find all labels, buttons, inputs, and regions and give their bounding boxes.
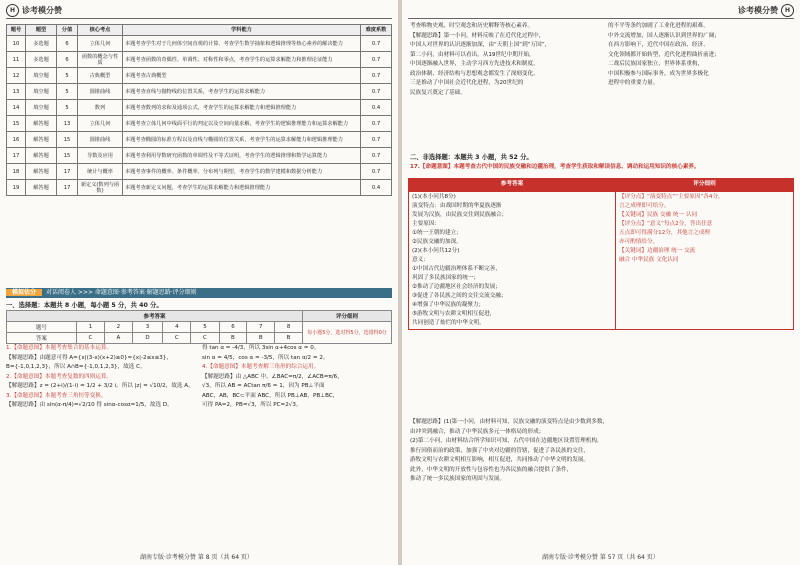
table-cell: 统计与概率 (78, 164, 123, 180)
text-line: 2.【命题意图】本题考查复数的四则运算。 (6, 373, 113, 380)
table-cell: 0.7 (361, 68, 392, 84)
analysis-table-row (7, 36, 392, 52)
text-line: (2)第二小问，由材料结合所学知识可知，古代中国在边疆地区设置管理机构， (410, 438, 603, 444)
left-solution-col2 (202, 344, 394, 411)
answer-key-table (6, 310, 392, 344)
analysis-table-row (7, 180, 392, 196)
text-line: ②推动了边疆地区社会经济的发展； (412, 284, 501, 290)
table-cell: 圆锥曲线 (78, 132, 123, 148)
text-line: ②民族交融的加深。 (412, 239, 462, 245)
table-cell: 本题考查学生对于几何体空间直观的计算、考查学生数学抽象和逻辑推理等核心素养的解决能力 (123, 36, 361, 52)
text-line: 发展为汉族，由民族交往到民族融合； (412, 212, 508, 218)
col-header: 难度系数 (361, 25, 392, 36)
section-title: 二、非选择题：本题共 3 小题，共 52 分。 (410, 154, 533, 161)
answer-letter: C (191, 333, 219, 344)
text-line: 二战后民族国家独立，世界体系重构， (608, 61, 704, 67)
analysis-table-row (7, 116, 392, 132)
text-line: 第二小问，由材料可以看出，从19世纪中期开始， (410, 51, 535, 58)
text-line: ④增强了中华民族的凝聚力； (412, 302, 485, 308)
text-line: 三是推动了中国社会近代化进程，为20世纪的 (410, 80, 524, 86)
text-line: 3.【命题意图】本题考查三角恒等变换。 (6, 392, 107, 399)
text-line: 中国人对世界的认识逐渐加深，由“天朝上国”到“万国”， (410, 42, 551, 48)
table-cell: 本题考查立体几何中线面平行的判定以及空间向量求解，考查学生的逻辑推理能力和运算求解能力 (123, 116, 361, 132)
row-label: 题号 (7, 322, 77, 333)
analysis-table-row (7, 164, 392, 180)
text-line: 由冲突到融合，推动了中华民族多元一体格局的形成； (410, 428, 545, 435)
table-cell: 13 (57, 116, 78, 132)
table-cell: 6 (57, 36, 78, 52)
analysis-table (6, 24, 392, 196)
text-line: 五点即可得满分12分，其他言之成理 (619, 230, 711, 236)
text-line: ①中国古代边疆治理体系不断完善， (412, 266, 501, 272)
answer-letter: B (275, 333, 303, 344)
text-line: 1.【命题意图】本题考查集合的基本运算。 (6, 345, 113, 351)
left-page (0, 0, 398, 565)
text-line: 得 tan α = -4/3，所以 3sin α+4cos α = 0。 (202, 345, 320, 351)
table-cell: 本题考查椭圆的标准方程以及直线与椭圆的位置关系，考查学生的运算求解能力和逻辑推理能力 (123, 132, 361, 148)
text-line: B={-1,0,1,2,3}，所以 A∩B={-1,0,1,2,3}，故选 C。 (6, 364, 146, 370)
question-number: 4 (163, 322, 191, 333)
table-cell: 0.7 (361, 52, 392, 68)
analysis-table-row (7, 68, 392, 84)
analysis-table-row (7, 132, 392, 148)
brand-logo-icon: H (781, 4, 794, 17)
text-line: 政治体制、经济结构与思想观念都发生了深刻变化。 (410, 70, 539, 77)
table-cell: 本题考查古典概型 (123, 68, 361, 84)
col-header: 学科能力 (123, 25, 361, 36)
text-line: 进程中的重要力量。 (608, 80, 659, 86)
text-line: 中外交流增加，国人逐渐认识到世界的广阔； (608, 32, 720, 39)
text-line: 【关键词】民族 交融 统一 认同 (619, 212, 698, 218)
table-cell: 0.7 (361, 116, 392, 132)
text-line: 演变特点：由战国时期的华夏族逐渐 (412, 203, 502, 209)
table-cell: 0.4 (361, 100, 392, 116)
footer-text: 湖南专版·诊考模分赞 (140, 554, 196, 561)
table-cell: 解答题 (26, 164, 57, 180)
text-line: 言之成理即可给分。 (619, 203, 670, 209)
answer-head: 参考答案 (409, 179, 616, 192)
rubric-head: 评分细则 (616, 179, 794, 192)
analysis-table-row (7, 148, 392, 164)
table-cell: 解答题 (26, 116, 57, 132)
text-line: ABC，AB，BC⊂平面 ABC，所以 PB⊥AB，PB⊥BC， (202, 392, 339, 399)
right-page (402, 0, 800, 565)
table-cell: 19 (7, 180, 26, 196)
text-line: 游牧文明与农耕文明相互影响，相互促进，共同推动了中华文明的发展。 (410, 457, 590, 463)
table-cell: 0.7 (361, 84, 392, 100)
table-cell: 13 (7, 84, 26, 100)
text-line: 4.【命题意图】本题考查解三角形的综合运用。 (202, 364, 320, 370)
table-cell: 11 (7, 52, 26, 68)
text-line: 推行因俗而治的政策，加强了中央对边疆的管辖，促进了各民族的交往， (410, 447, 590, 454)
text-line: ①统一王朝的建立； (412, 230, 462, 236)
section-banner (6, 288, 392, 298)
table-cell: 解答题 (26, 132, 57, 148)
text-line: 中国逐渐融入世界，主动学习西方先进技术和制度， (410, 61, 539, 67)
table-cell: 18 (7, 164, 26, 180)
q17-title: 17.【命题意图】本题考查古代中国的民族交融和边疆治理，考查学生获取和解读信息、调动和运用知识的核心素养。 (410, 164, 700, 170)
answer-cell (409, 192, 616, 330)
table-cell: 6 (57, 52, 78, 68)
table-cell: 5 (57, 84, 78, 100)
right-solution-col1 (410, 22, 598, 98)
col-header: 核心考点 (78, 25, 123, 36)
text-line: 意义： (412, 257, 429, 263)
right-footer (542, 552, 659, 561)
text-line: 在西方影响下，近代中国在政治、经济、 (608, 42, 709, 48)
brand-name: 诊考模分赞 (738, 6, 778, 15)
table-cell: 5 (57, 68, 78, 84)
answer-letter: A (105, 333, 133, 344)
table-cell: 17 (57, 180, 78, 196)
footer-text: 湖南专版·诊考模分赞 (542, 554, 598, 561)
text-line: ③促进了各民族之间的交往交流交融； (412, 293, 507, 299)
table-cell: 导数及应用 (78, 148, 123, 164)
table-cell: 古典概型 (78, 68, 123, 84)
question-number: 1 (76, 322, 104, 333)
banner-title: 对话阅卷人 >>> 命题意图·参考答案·解题思路·评分细则 (46, 289, 197, 296)
right-bottom-solution (410, 418, 796, 485)
answer-head: 参考答案 (7, 311, 303, 322)
text-line: 【解题思路】第一小问，材料反映了在近代化过程中， (410, 32, 545, 39)
col-header: 题型 (26, 25, 57, 36)
table-cell: 0.7 (361, 132, 392, 148)
table-cell: 16 (7, 132, 26, 148)
right-solution-col2 (608, 22, 794, 89)
brand-logo-icon: H (6, 4, 19, 17)
text-line: 的不平等条约加剧了工业化进程的艰难， (608, 23, 709, 29)
analysis-table-header-row (7, 25, 392, 36)
text-line: 此外，中华文明的开放性与包容性也为各民族的融合提供了条件， (410, 466, 573, 473)
text-line: 中国积极参与国际事务，成为世界多极化 (608, 70, 709, 77)
question-number: 8 (275, 322, 303, 333)
table-cell: 0.7 (361, 164, 392, 180)
table-cell: 17 (7, 148, 26, 164)
question-number: 5 (191, 322, 219, 333)
answer-letter: D (132, 333, 163, 344)
section-title: 一、选择题：本题共 8 小题，每小题 5 分，共 40 分。 (6, 302, 163, 309)
table-cell: 填空题 (26, 68, 57, 84)
table-cell: 多选题 (26, 52, 57, 68)
table-cell: 15 (57, 132, 78, 148)
table-cell: 14 (7, 100, 26, 116)
text-line: ⑤游牧文明与农耕文明相互促进， (412, 311, 496, 317)
q17-answer-table (408, 178, 794, 330)
table-cell: 填空题 (26, 84, 57, 100)
table-cell: 本题考查数列的求和及通项公式，考查学生的运算求解能力和逻辑推理能力 (123, 100, 361, 116)
text-line: 共同创造了灿烂的中华文明。 (412, 320, 485, 326)
text-line: sin α = 4/5，cos α = -3/5，所以 tan α/2 = 2。 (202, 354, 329, 361)
question-number: 7 (247, 322, 275, 333)
text-line: √3，所以 AB = ACtan π/6 = 1，因为 PB⊥平面 (202, 383, 325, 389)
table-cell: 17 (57, 164, 78, 180)
text-line: 【解题思路】由 sin(α-π/4)=√2/10 得 sinα-cosα=1/5，故选 D。 (6, 402, 173, 408)
table-cell: 0.7 (361, 36, 392, 52)
q17-intent (410, 163, 796, 173)
table-cell: 立体几何 (78, 116, 123, 132)
rubric-cell: 每小题5分，选对得5分，选错得0分 (303, 322, 392, 344)
table-cell: 多选题 (26, 36, 57, 52)
text-line: 【解题思路】z = (2+i)/(1-i) = 1/2 + 3/2 i，所以 |z| = √10/2，故选 A。 (6, 383, 194, 389)
rubric-cell (616, 192, 794, 330)
left-header (6, 4, 62, 17)
table-cell: 数列 (78, 100, 123, 116)
left-footer (140, 552, 253, 561)
header-divider (408, 18, 794, 19)
banner-tag: 模拟估分 (6, 289, 42, 296)
text-line: 文化领域都开始转型，近代化进程曲折前进； (608, 51, 720, 58)
brand-name: 诊考模分赞 (22, 6, 62, 15)
text-line: 【解题思路】由题意可得 A={x|(3-x)(x+2)≥0}={x|-2≤x≤3}， (6, 354, 172, 361)
rubric-head: 评分细则 (303, 311, 392, 322)
table-cell: 本题考查利用导数研究函数的单调性及不等式证明，考查学生的逻辑推理和数学运算能力 (123, 148, 361, 164)
col-header: 题号 (7, 25, 26, 36)
question-number: 6 (219, 322, 247, 333)
table-cell: 圆锥曲线 (78, 84, 123, 100)
page-number: 第 8 页（共 64 页） (197, 554, 253, 561)
text-line: 【解题思路】由 △ABC 中，∠BAC=π/2，∠ACB=π/6， (202, 373, 343, 380)
table-cell: 15 (57, 148, 78, 164)
text-line: 【评分点】“意义”每点2分，答出任意 (619, 221, 713, 227)
table-cell: 本题考查事件的概率、条件概率、分布列与期望，考查学生的数学建模和数据分析能力 (123, 164, 361, 180)
col-header: 分值 (57, 25, 78, 36)
table-cell: 新定义(数列与函数) (78, 180, 123, 196)
right-header (738, 4, 794, 17)
text-line: 民族复兴奠定了基础。 (410, 89, 466, 96)
text-line: 【评分点】“演变特点”“主要原因”各4分， (619, 194, 724, 200)
question-number: 3 (132, 322, 163, 333)
text-line: 亦可酌情给分。 (619, 239, 659, 245)
header-divider (6, 18, 392, 19)
table-cell: 本题考查直线与抛物线的位置关系，考查学生的运算求解能力 (123, 84, 361, 100)
answer-letter: C (76, 333, 104, 344)
analysis-table-row (7, 52, 392, 68)
text-line: (1)(本小问共8分) (412, 194, 456, 200)
text-line: 【关键词】边疆治理 统一 交流 (619, 248, 696, 254)
table-cell: 解答题 (26, 148, 57, 164)
row-label: 答案 (7, 333, 77, 344)
answer-letter: C (163, 333, 191, 344)
left-solution-col1 (6, 344, 196, 411)
table-cell: 本题考查新定义问题，考查学生的运算求解能力和逻辑推理能力 (123, 180, 361, 196)
table-cell: 函数的概念与性质 (78, 52, 123, 68)
table-cell: 本题考查函数的奇偶性、单调性、对称性和零点，考查学生的运算求解能力和推理论证能力 (123, 52, 361, 68)
table-cell: 5 (57, 100, 78, 116)
analysis-table-row (7, 100, 392, 116)
text-line: 巩固了多民族国家的统一； (412, 275, 480, 281)
table-cell: 10 (7, 36, 26, 52)
analysis-table-row (7, 84, 392, 100)
answer-letter: B (247, 333, 275, 344)
text-line: 主要原因： (412, 221, 440, 227)
table-cell: 0.7 (361, 148, 392, 164)
text-line: 考查唯物史观、时空观念和历史解释等核心素养。 (410, 23, 534, 29)
answer-letter: B (219, 333, 247, 344)
table-cell: 0.4 (361, 180, 392, 196)
table-cell: 立体几何 (78, 36, 123, 52)
table-cell: 12 (7, 68, 26, 84)
text-line: 可得 PA=2，PB=√3，所以 PC=2√3。 (202, 402, 302, 408)
text-line: 【解题思路】(1)第一小问，由材料可知，民族交融的演变特点是由少数到多数， (410, 419, 609, 425)
text-line: 融合 中华民族 文化认同 (619, 257, 679, 263)
table-cell: 15 (7, 116, 26, 132)
text-line: 推动了统一多民族国家的巩固与发展。 (410, 476, 506, 482)
table-cell: 填空题 (26, 100, 57, 116)
page-number: 第 57 页（共 64 页） (599, 554, 659, 561)
table-cell: 解答题 (26, 180, 57, 196)
question-number: 2 (105, 322, 133, 333)
text-line: (2)(本小问共12分) (412, 248, 460, 254)
